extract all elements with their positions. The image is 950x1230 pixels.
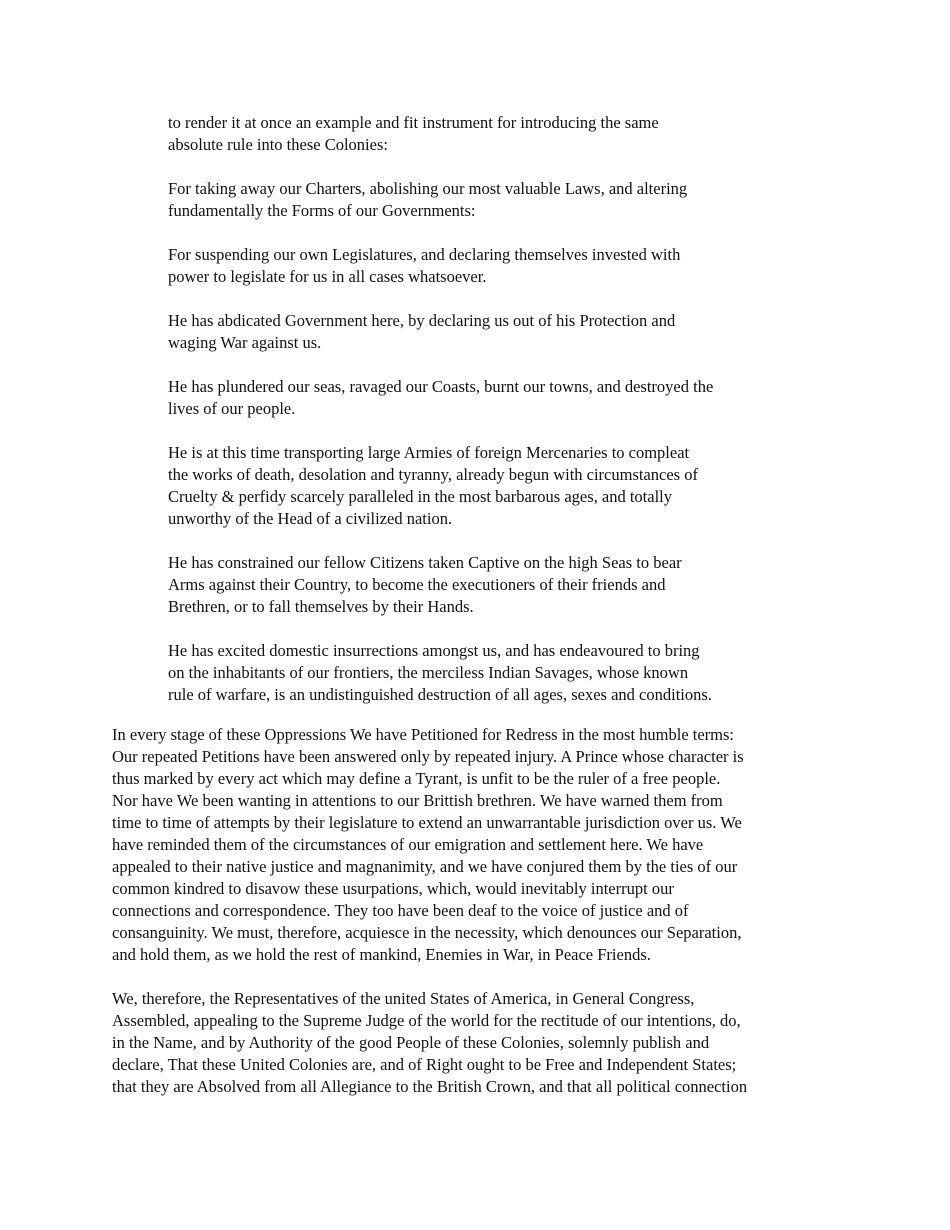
text-line: Assembled, appealing to the Supreme Judge of the world for the rectitude of our intentions, do, bbox=[112, 1011, 741, 1030]
text-line: the works of death, desolation and tyranny, already begun with circumstances of bbox=[168, 465, 698, 484]
text-line: He is at this time transporting large Armies of foreign Mercenaries to compleat bbox=[168, 443, 690, 462]
text-line: absolute rule into these Colonies: bbox=[168, 135, 388, 154]
text-line: unworthy of the Head of a civilized nation. bbox=[168, 509, 453, 528]
grievance-paragraph bbox=[168, 376, 848, 420]
text-line: on the inhabitants of our frontiers, the merciless Indian Savages, whose known bbox=[168, 663, 689, 682]
text-line: He has constrained our fellow Citizens taken Captive on the high Seas to bear bbox=[168, 553, 682, 572]
text-line: thus marked by every act which may define a Tyrant, is unfit to be the ruler of a free people. bbox=[112, 769, 721, 788]
text-line: that they are Absolved from all Allegiance to the British Crown, and that all political connection bbox=[112, 1077, 748, 1096]
text-line: have reminded them of the circumstances of our emigration and settlement here. We have bbox=[112, 835, 704, 854]
grievance-paragraph bbox=[168, 442, 848, 530]
text-line: Our repeated Petitions have been answered only by repeated injury. A Prince whose character is bbox=[112, 747, 744, 766]
body-text bbox=[112, 724, 852, 1120]
text-line: For taking away our Charters, abolishing our most valuable Laws, and altering bbox=[168, 179, 688, 198]
text-line: He has excited domestic insurrections amongst us, and has endeavoured to bring bbox=[168, 641, 700, 660]
text-line: Arms against their Country, to become the executioners of their friends and bbox=[168, 575, 666, 594]
grievance-paragraph bbox=[168, 178, 848, 222]
text-line: time to time of attempts by their legislature to extend an unwarrantable jurisdiction over us. We bbox=[112, 813, 742, 832]
text-line: to render it at once an example and fit instrument for introducing the same bbox=[168, 113, 659, 132]
text-line: in the Name, and by Authority of the good People of these Colonies, solemnly publish and bbox=[112, 1033, 710, 1052]
grievance-paragraph bbox=[168, 310, 848, 354]
text-line: appealed to their native justice and magnanimity, and we have conjured them by the ties of our bbox=[112, 857, 738, 876]
text-line: and hold them, as we hold the rest of mankind, Enemies in War, in Peace Friends. bbox=[112, 945, 651, 964]
grievance-paragraph bbox=[168, 112, 848, 156]
text-line: rule of warfare, is an undistinguished destruction of all ages, sexes and conditions. bbox=[168, 685, 712, 704]
text-line: declare, That these United Colonies are, and of Right ought to be Free and Independent States; bbox=[112, 1055, 737, 1074]
text-line: He has plundered our seas, ravaged our Coasts, burnt our towns, and destroyed the bbox=[168, 377, 714, 396]
grievance-paragraph bbox=[168, 552, 848, 618]
text-line: We, therefore, the Representatives of the united States of America, in General Congress, bbox=[112, 989, 695, 1008]
text-line: power to legislate for us in all cases whatsoever. bbox=[168, 267, 487, 286]
text-line: For suspending our own Legislatures, and declaring themselves invested with bbox=[168, 245, 681, 264]
text-line: consanguinity. We must, therefore, acquiesce in the necessity, which denounces our Separation, bbox=[112, 923, 742, 942]
text-line: Cruelty & perfidy scarcely paralleled in the most barbarous ages, and totally bbox=[168, 487, 672, 506]
grievance-paragraph bbox=[168, 640, 848, 706]
text-line: common kindred to disavow these usurpations, which, would inevitably interrupt our bbox=[112, 879, 674, 898]
text-line: lives of our people. bbox=[168, 399, 296, 418]
text-line: Brethren, or to fall themselves by their Hands. bbox=[168, 597, 474, 616]
text-line: He has abdicated Government here, by declaring us out of his Protection and bbox=[168, 311, 676, 330]
text-line: Nor have We been wanting in attentions to our Brittish brethren. We have warned them from bbox=[112, 791, 723, 810]
grievance-paragraph bbox=[168, 244, 848, 288]
text-line: connections and correspondence. They too have been deaf to the voice of justice and of bbox=[112, 901, 689, 920]
text-line: In every stage of these Oppressions We have Petitioned for Redress in the most humble terms: bbox=[112, 725, 735, 744]
text-line: waging War against us. bbox=[168, 333, 322, 352]
body-paragraph bbox=[112, 988, 852, 1098]
grievances-list bbox=[168, 112, 848, 728]
body-paragraph bbox=[112, 724, 852, 966]
text-line: fundamentally the Forms of our Governments: bbox=[168, 201, 476, 220]
